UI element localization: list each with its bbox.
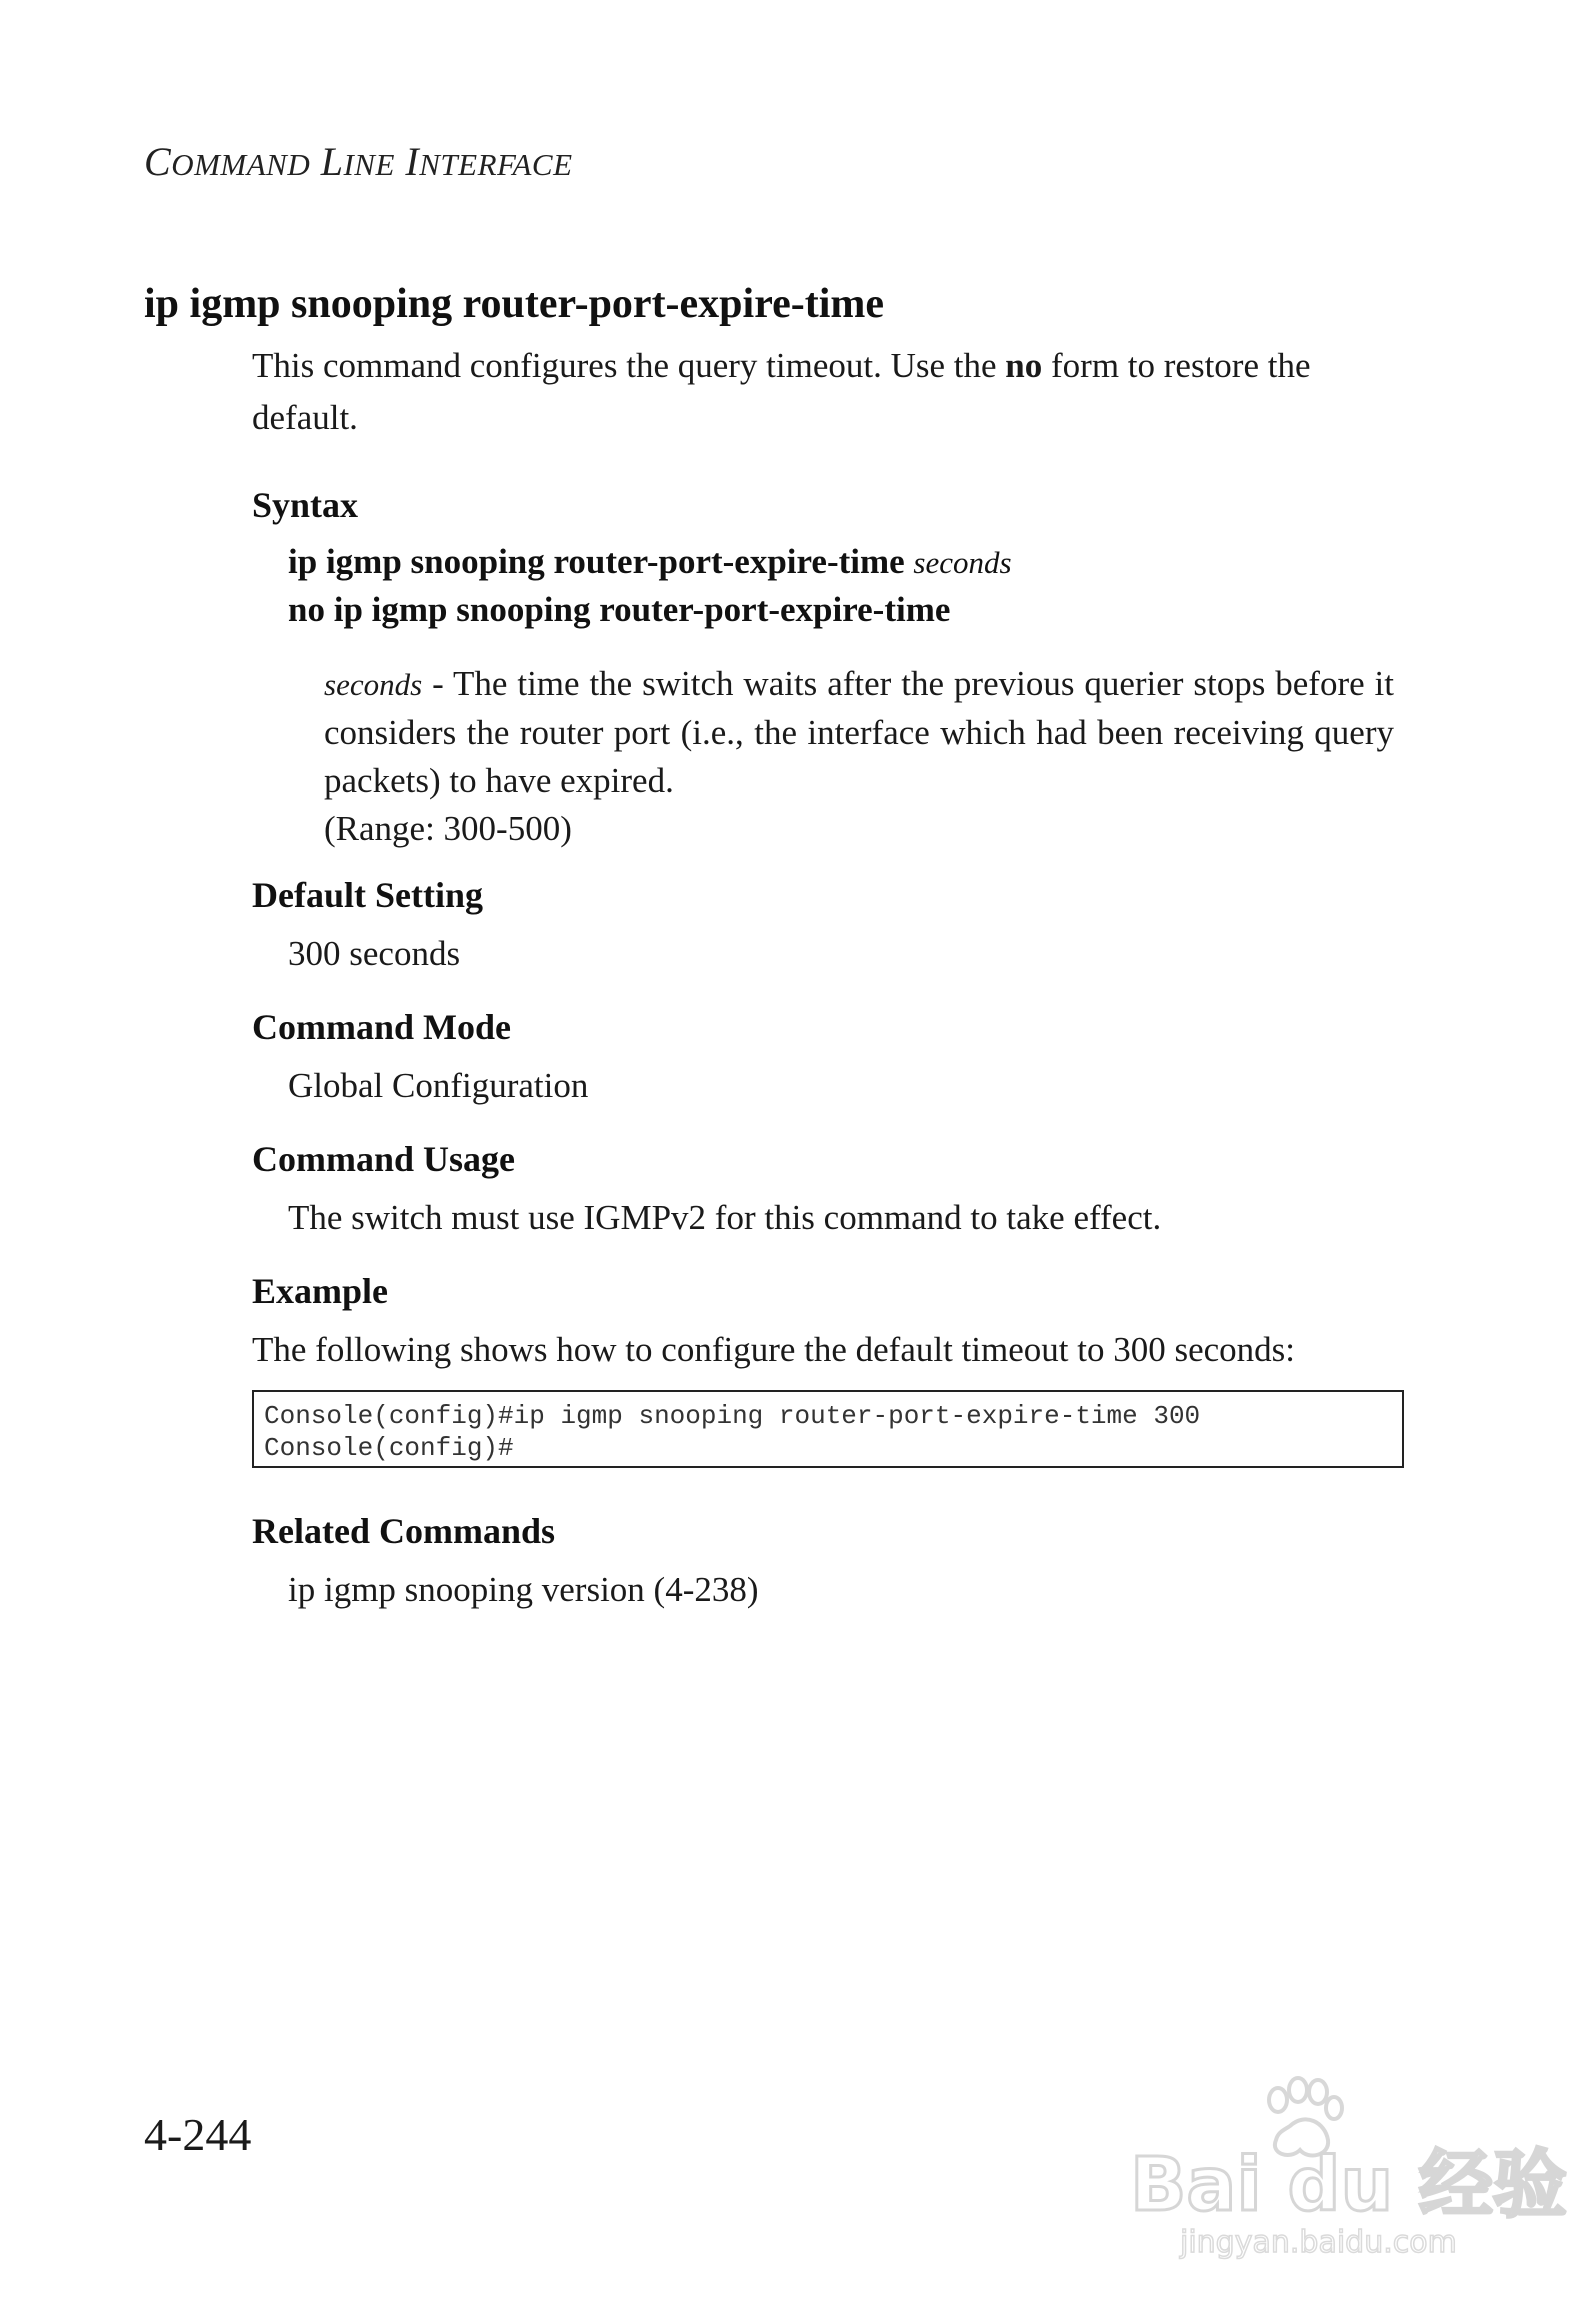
syntax-heading: Syntax (252, 485, 359, 525)
command-description (252, 340, 1402, 444)
no-keyword: no (1005, 346, 1043, 385)
parameter-text: - The time the switch waits after the previous querier stops before it considers the router port (i.e., the interface which had been receiving query packets) to have expired. (324, 664, 1394, 800)
syntax-line-2: no ip igmp snooping router-port-expire-time (288, 590, 951, 629)
command-mode-value: Global Configuration (288, 1066, 589, 1105)
baidu-paw-icon (1120, 2060, 1567, 2260)
syntax-command: ip igmp snooping router-port-expire-time (288, 542, 905, 581)
command-usage-text: The switch must use IGMPv2 for this command to take effect. (288, 1198, 1162, 1237)
baidu-watermark (1120, 2060, 1567, 2260)
parameter-name: seconds (324, 667, 423, 702)
related-commands-heading: Related Commands (252, 1511, 555, 1551)
running-header-text: COMMAND LINE INTERFACE (144, 139, 573, 184)
syntax-argument: seconds (913, 545, 1012, 580)
parameter-range: (Range: 300-500) (324, 809, 572, 848)
command-mode-heading: Command Mode (252, 1007, 511, 1047)
command-title: ip igmp snooping router-port-expire-time (144, 281, 885, 327)
code-example (252, 1390, 1404, 1468)
syntax-line-1 (288, 542, 1012, 582)
page-number: 4-244 (144, 2109, 252, 2160)
code-line: Console(config)# (264, 1433, 514, 1463)
watermark-url: jingyan.baidu.com (1180, 2225, 1457, 2260)
description-text-end: form to restore the default. (252, 346, 1311, 437)
watermark-brand: Bai du 经验 (1130, 2142, 1567, 2228)
related-command-link[interactable]: ip igmp snooping version (4-238) (288, 1570, 759, 1609)
description-text: This command configures the query timeout. Use the (252, 346, 997, 385)
command-usage-heading: Command Usage (252, 1139, 516, 1179)
default-setting-heading: Default Setting (252, 875, 483, 915)
running-header (144, 138, 573, 185)
default-setting-value: 300 seconds (288, 934, 461, 973)
example-heading: Example (252, 1271, 389, 1311)
parameter-description (324, 660, 1394, 853)
example-intro: The following shows how to configure the default timeout to 300 seconds: (252, 1330, 1296, 1369)
code-line: Console(config)#ip igmp snooping router-port-expire-time 300 (264, 1401, 1201, 1431)
